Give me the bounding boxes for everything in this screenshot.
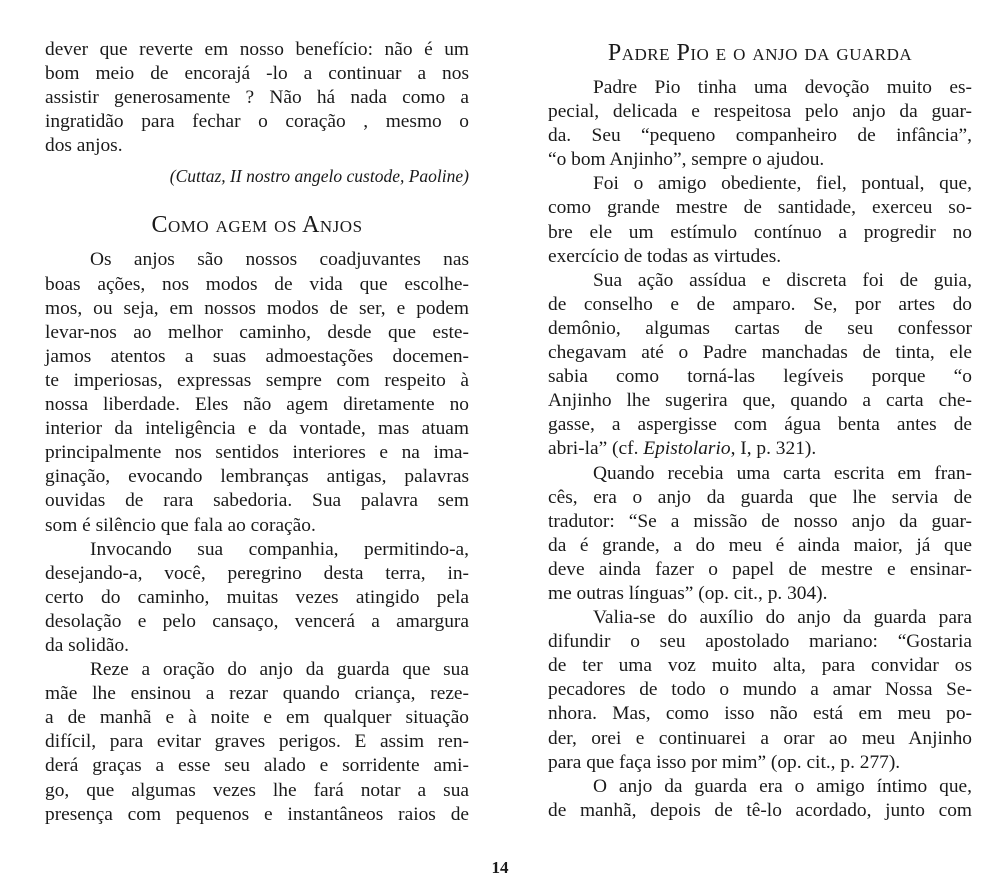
text-line: desejando-a, você, peregrino desta terra, in- <box>45 562 469 584</box>
text-line: da solidão. <box>45 634 130 656</box>
left-column <box>45 38 469 827</box>
body-paragraph <box>45 658 469 827</box>
body-paragraph <box>548 462 972 607</box>
text-line: ouvidas de rara sabedoria. Sua palavra sem <box>45 490 469 512</box>
text-line: bre ele um estímulo contínuo a progredir no <box>548 221 972 243</box>
body-paragraph <box>548 606 972 775</box>
text-line: ingratidão para fechar o coração , mesmo o <box>45 111 469 133</box>
continuation-paragraph <box>45 38 469 158</box>
text-line: dever que reverte em nosso benefício: não é um <box>45 39 469 60</box>
text-line: Valia-se do auxílio do anjo da guarda para <box>593 607 972 629</box>
text-line: bom meio de encorajá -lo a continuar a nos <box>45 63 469 85</box>
text-line: levar-nos ao melhor caminho, desde que este- <box>45 321 469 343</box>
text-line: deve ainda fazer o papel de mestre e ensinar- <box>548 558 972 580</box>
text-line: para que faça isso por mim” (op. cit., p. 277). <box>548 751 901 773</box>
text-line: de ter uma voz muito alta, para convidar os <box>548 655 972 677</box>
text-line: chegavam até o Padre manchadas de tinta, ele <box>548 342 972 364</box>
text-line: gasse, a aspergisse com água benta antes de <box>548 414 972 436</box>
text-line: desolação e pelo cansaço, vencerá a amargura <box>45 610 469 632</box>
body-paragraph <box>45 248 469 537</box>
text-line: da é grande, a do meu é ainda maior, já que <box>548 534 972 556</box>
body-paragraph <box>548 172 972 268</box>
text-line: som é silêncio que fala ao coração. <box>45 514 316 536</box>
left-body <box>45 248 469 826</box>
text-line: jamos atentos a suas admoestações docemen- <box>45 345 469 367</box>
body-paragraph <box>45 538 469 658</box>
text-line: Foi o amigo obediente, fiel, pontual, que, <box>593 173 972 195</box>
text-line: mãe lhe ensinou a rezar quando criança, reze- <box>45 683 469 705</box>
text-line: me outras línguas” (op. cit., p. 304). <box>548 582 828 604</box>
text-line: Padre Pio tinha uma devoção muito es- <box>593 77 972 98</box>
text-line: certo do caminho, muitas vezes atingido pela <box>45 586 469 608</box>
text-line: cês, era o anjo da guarda que lhe servia de <box>548 486 972 508</box>
text-line: Reze a oração do anjo da guarda que sua <box>90 659 469 681</box>
text-line: de manhã, depois de tê-lo acordado, junto com <box>548 799 972 821</box>
text-line: difundir o seu apostolado mariano: “Gostaria <box>548 631 972 653</box>
text-line: como grande mestre de santidade, exerceu so- <box>548 197 972 219</box>
text-line: principalmente nos sentidos interiores e na ima- <box>45 442 469 464</box>
section-heading-padre-pio: Padre Pio e o anjo da guarda <box>607 40 913 66</box>
text-line: Invocando sua companhia, permitindo-a, <box>90 538 469 560</box>
text-line: boas ações, nos modos de vida que escolhe- <box>45 273 469 295</box>
text-line: nossa liberdade. Eles não agem diretamente no <box>45 394 469 416</box>
text-line: interior da inteligência e da vontade, mas atuam <box>45 418 469 440</box>
text-line: ginação, evocando lembranças antigas, palavras <box>45 466 469 488</box>
text-line: assistir generosamente ? Não há nada como a <box>45 87 469 109</box>
body-paragraph <box>548 269 972 462</box>
section-heading-como-agem: Como agem os Anjos <box>151 212 363 239</box>
text-line: a de manhã e à noite e em qualquer situação <box>45 707 469 729</box>
text-line: Sua ação assídua e discreta foi de guia, <box>593 269 972 291</box>
text-line: te imperiosas, expressas sempre com respeito à <box>45 369 469 391</box>
text-line: der, orei e continuarei a orar ao meu Anjinho <box>548 727 972 749</box>
text-line: tradutor: “Se a missão de nosso anjo da guar- <box>548 510 972 532</box>
text-line: demônio, algumas cartas de seu confessor <box>548 317 972 339</box>
text-line: nhora. Mas, como isso não está em meu po- <box>548 703 972 725</box>
text-line: exercício de todas as virtudes. <box>548 245 782 267</box>
text-line: “o bom Anjinho”, sempre o ajudou. <box>548 149 825 171</box>
text-line: go, que algumas vezes lhe fará notar a sua <box>45 779 469 801</box>
text-line: pecadores de todo o mundo a amar Nossa Se- <box>548 679 972 701</box>
text-line: Os anjos são nossos coadjuvantes nas <box>90 249 469 271</box>
body-paragraph <box>548 775 972 823</box>
body-paragraph <box>548 76 972 172</box>
text-line: Anjinho lhe sugerira que, quando a carta che- <box>548 390 972 412</box>
page-number: 14 <box>491 858 509 877</box>
text-line: O anjo da guarda era o amigo íntimo que, <box>593 775 972 797</box>
text-line: de conselho e de amparo. Se, por artes do <box>548 293 972 315</box>
text-line: da. Seu “pequeno companheiro de infância”, <box>548 125 972 147</box>
citation: (Cuttaz, II nostro angelo custode, Paoline) <box>169 166 469 187</box>
right-column <box>548 38 972 823</box>
text-line: mos, ou seja, em nossos modos de ser, e podem <box>45 297 469 319</box>
text-line: pecial, delicada e respeitosa pelo anjo da guar- <box>548 101 972 123</box>
text-line: difícil, para evitar graves perigos. E assim ren- <box>45 731 469 753</box>
text-line: sabia como torná-las legíveis porque “o <box>548 366 972 388</box>
text-line: Quando recebia uma carta escrita em fran- <box>593 462 972 484</box>
text-line: presença com pequenos e instantâneos raios de <box>45 803 469 825</box>
right-body <box>548 76 972 823</box>
text-line: dos anjos. <box>45 135 123 157</box>
text-line: abri-la” (cf. Epistolario, I, p. 321). <box>548 438 817 460</box>
text-line: derá graças a esse seu alado e sorridente ami- <box>45 755 469 777</box>
